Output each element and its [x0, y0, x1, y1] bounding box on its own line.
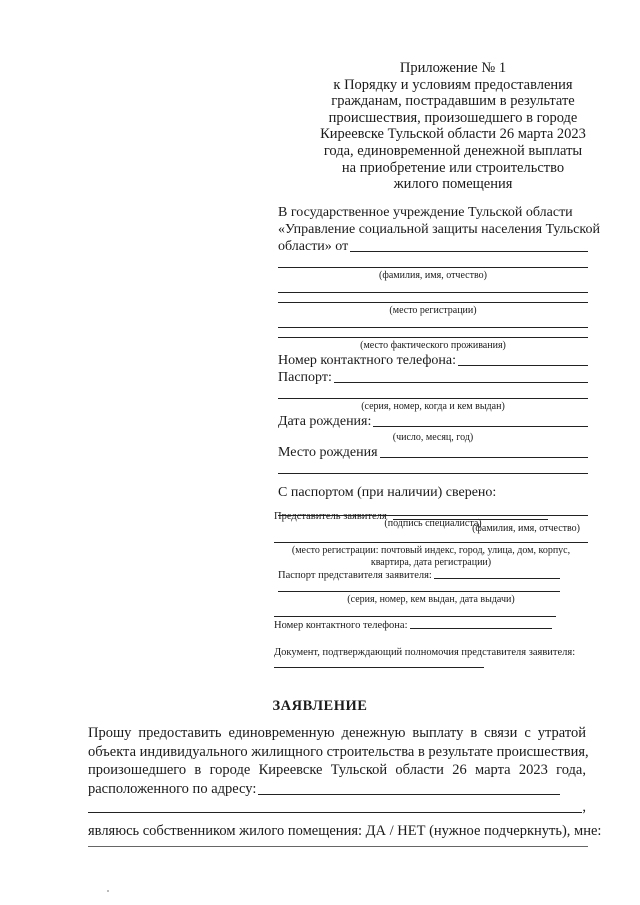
fio-field[interactable]	[278, 267, 588, 268]
rep-registration-caption-2: квартира, дата регистрации)	[370, 557, 492, 568]
registration-field[interactable]	[278, 292, 588, 293]
statement-line: объекта индивидуального жилищного строительства в результате происшествия,	[88, 743, 589, 760]
appendix-line: происшествия, произошедшего в городе	[328, 109, 578, 126]
residence-caption: (место фактического проживания)	[360, 340, 506, 351]
rep-label: Представитель заявителя	[274, 511, 387, 522]
address-field[interactable]	[258, 794, 560, 795]
birthplace-row	[278, 444, 588, 461]
statement-line: расположенного по адресу:	[88, 780, 257, 797]
rep-passport-field-2[interactable]	[278, 591, 560, 592]
checked-label: С паспортом (при наличии) сверено:	[278, 485, 497, 500]
appendix-line: жилого помещения	[393, 176, 513, 193]
registration-caption: (место регистрации)	[389, 305, 477, 316]
rep-passport-field[interactable]	[434, 578, 560, 579]
applicant-form	[278, 204, 600, 530]
rep-registration-caption: (место регистрации: почтовый индекс, город, улица, дом, корпус,	[291, 545, 571, 556]
bottom-divider	[88, 846, 588, 847]
birthplace-field[interactable]	[380, 457, 588, 458]
scan-speck	[107, 890, 109, 892]
statement-title: ЗАЯВЛЕНИЕ	[272, 698, 368, 714]
rep-passport-row	[278, 569, 560, 582]
birthdate-row	[278, 413, 588, 430]
owner-line: являюсь собственником жилого помещения: ДА / НЕТ (нужное подчеркнуть), мне:	[88, 823, 602, 839]
phone-field[interactable]	[458, 365, 588, 366]
statement-line: Прошу предоставить единовременную денежную выплату в связи с утратой	[88, 725, 586, 741]
address-row	[88, 780, 586, 799]
appendix-line: Приложение № 1	[399, 60, 507, 76]
from-row	[278, 238, 588, 255]
birthdate-field[interactable]	[373, 426, 588, 427]
appendix-line: к Порядку и условиям предоставления	[333, 76, 573, 93]
rep-passport-label: Паспорт представителя заявителя:	[278, 570, 432, 581]
rep-field[interactable]	[393, 519, 548, 520]
rep-fio-caption: (фамилия, имя, отчество)	[472, 523, 580, 534]
rep-registration-field[interactable]	[274, 542, 588, 543]
address-row-2	[88, 798, 586, 816]
passport-field-2[interactable]	[278, 398, 588, 399]
passport-field[interactable]	[334, 382, 588, 383]
addressee-line: области» от	[278, 239, 349, 254]
passport-row	[278, 369, 588, 386]
address-field-2[interactable]	[88, 812, 582, 813]
appendix-line: на приобретение или строительство	[341, 159, 565, 176]
residence-field[interactable]	[278, 327, 588, 328]
birthdate-caption: (число, месяц, год)	[392, 432, 474, 443]
statement-body	[88, 724, 602, 841]
passport-label: Паспорт:	[278, 370, 332, 385]
appendix-line: года, единовременной денежной выплаты	[323, 142, 583, 159]
rep-row	[274, 510, 548, 523]
residence-field-2[interactable]	[278, 337, 588, 338]
addressee-line: «Управление социальной защиты населения Тульской	[278, 222, 600, 237]
rep-phone-field[interactable]	[410, 628, 553, 629]
passport-caption: (серия, номер, когда и кем выдан)	[361, 401, 505, 412]
birthplace-field-2[interactable]	[278, 473, 588, 474]
addressee-line: В государственное учреждение Тульской области	[278, 205, 573, 220]
fio-caption: (фамилия, имя, отчество)	[379, 270, 487, 281]
rep-phone-label: Номер контактного телефона:	[274, 620, 408, 631]
appendix-header	[318, 60, 588, 193]
address-comma: ,	[582, 798, 586, 815]
representative-section	[274, 510, 588, 668]
signature-caption: (подпись специалиста)	[384, 518, 482, 529]
authority-doc-label: Документ, подтверждающий полномочия представителя заявителя:	[274, 647, 576, 658]
phone-label: Номер контактного телефона:	[278, 353, 456, 368]
statement-line: произошедшего в городе Киреевске Тульской области 26 марта 2023 года,	[88, 762, 586, 778]
rep-passport-field-3[interactable]	[274, 616, 556, 617]
birthplace-label: Место рождения	[278, 445, 378, 460]
registration-field-2[interactable]	[278, 302, 588, 303]
appendix-line: гражданам, пострадавшим в результате	[331, 93, 575, 110]
rep-phone-row	[274, 619, 552, 632]
birthdate-label: Дата рождения:	[278, 414, 372, 429]
rep-passport-caption: (серия, номер, кем выдан, дата выдачи)	[347, 594, 515, 605]
appendix-line: Киреевске Тульской области 26 марта 2023	[320, 126, 586, 143]
phone-row	[278, 352, 588, 369]
authority-doc-field[interactable]	[274, 667, 484, 668]
from-field[interactable]	[350, 251, 588, 252]
